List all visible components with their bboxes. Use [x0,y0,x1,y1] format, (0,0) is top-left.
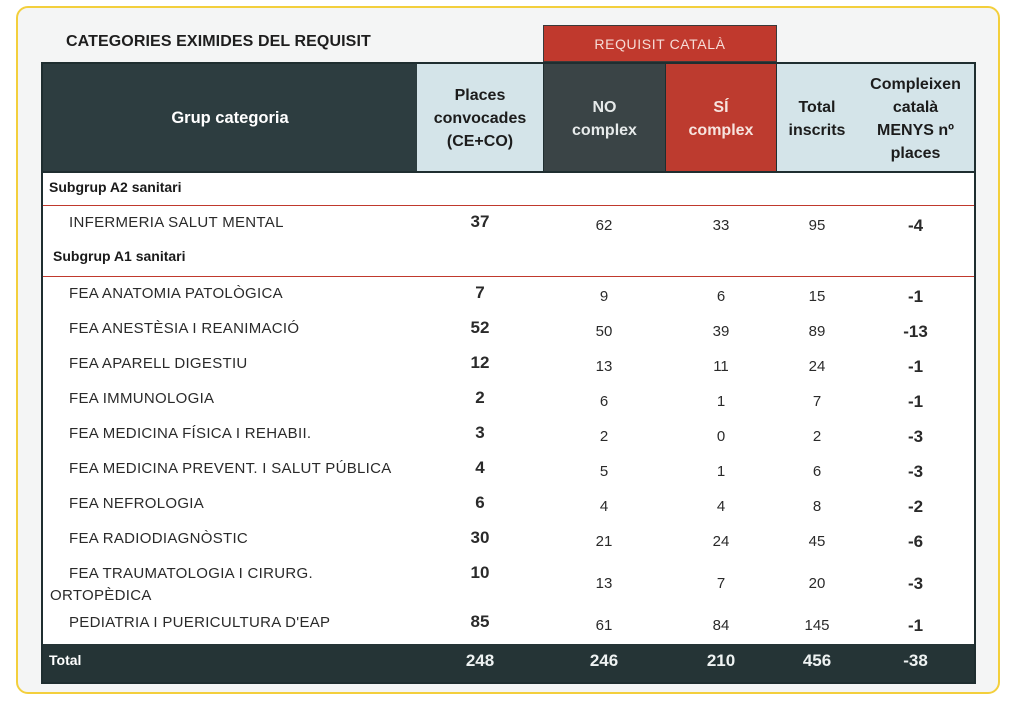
row-total-inscrits: 95 [808,217,826,234]
row-no-complex: 13 [595,575,613,592]
table-row [43,388,974,420]
row-no-complex: 6 [599,393,609,410]
table-row [43,212,974,244]
row-compleixen: -13 [903,322,928,341]
row-no-complex: 13 [595,358,613,375]
row-compleixen: -2 [907,497,924,516]
row-no-complex: 21 [595,533,613,550]
row-category: FEA ANATOMIA PATOLÒGICA [69,285,283,302]
row-category: INFERMERIA SALUT MENTAL [69,214,284,231]
row-no-complex: 50 [595,323,613,340]
table-row [43,458,974,490]
row-compleixen: -6 [907,532,924,551]
header-divider [43,171,974,173]
row-si-complex: 33 [712,217,730,234]
row-compleixen: -1 [907,357,924,376]
header-no-line: NO [592,98,617,116]
row-places: 2 [475,388,485,407]
total-compleixen: -38 [903,651,928,670]
row-category: FEA RADIODIAGNÒSTIC [69,530,249,547]
table-row [43,528,974,560]
table-row [43,612,974,644]
row-si-complex: 11 [713,358,729,375]
row-places: 4 [475,458,485,477]
row-si-complex: 84 [712,617,730,634]
row-places: 52 [470,318,490,337]
row-category: FEA MEDICINA PREVENT. I SALUT PÚBLICA [69,460,392,477]
row-si-complex: 0 [716,428,726,445]
table-row [43,283,974,315]
row-category: FEA ANESTÈSIA I REANIMACIÓ [69,320,300,337]
row-total-inscrits: 20 [808,575,826,592]
row-total-inscrits: 89 [808,323,826,340]
row-compleixen: -3 [907,462,924,481]
table-row [43,423,974,455]
total-row [43,644,974,682]
row-total-inscrits: 145 [804,617,830,634]
row-si-complex: 1 [716,393,726,410]
row-si-complex: 4 [716,498,726,515]
header-places-line: convocades [433,110,527,127]
row-category: FEA IMMUNOLOGIA [69,390,215,407]
header-total-line: inscrits [788,121,846,139]
row-no-complex: 62 [595,217,613,234]
row-places: 7 [475,283,485,302]
header-no-complex [543,64,665,173]
row-si-complex: 39 [712,323,730,340]
row-places: 10 [470,563,490,582]
row-category: FEA TRAUMATOLOGIA I CIRURG. [69,565,313,582]
row-no-complex: 2 [599,428,609,445]
header-total-line: Total [798,98,836,116]
header-no-line: complex [572,121,637,139]
row-no-complex: 5 [599,463,609,480]
header-compleixen [857,64,974,173]
row-si-complex: 1 [716,463,726,480]
header-group-category [43,64,417,173]
row-places: 6 [475,493,485,512]
row-total-inscrits: 8 [812,498,822,515]
row-category: FEA APARELL DIGESTIU [69,355,248,372]
row-si-complex: 24 [712,533,730,550]
row-total-inscrits: 24 [808,358,826,375]
row-total-inscrits: 45 [808,533,826,550]
header-si-line: complex [688,121,754,139]
table-row [43,353,974,385]
row-places: 85 [470,612,490,631]
total-inscrits: 456 [802,651,832,670]
total-places: 248 [465,651,495,670]
row-total-inscrits: 7 [812,393,822,410]
total-no-complex: 246 [589,651,619,670]
row-compleixen: -4 [907,216,924,235]
header-si-complex [665,64,777,173]
table-row [43,563,974,607]
row-compleixen: -1 [907,287,924,306]
header-comp-line: MENYS nº [877,121,954,139]
row-total-inscrits: 15 [808,288,826,305]
requisit-catala-header: REQUISIT CATALÀ [543,25,777,62]
row-si-complex: 7 [716,575,726,592]
row-compleixen: -3 [907,574,924,593]
data-table [41,62,976,684]
table-row [43,318,974,350]
row-compleixen: -1 [907,616,924,635]
subgroup-a1-label: Subgrup A1 sanitari [53,248,186,264]
row-no-complex: 4 [599,498,609,515]
header-places [417,64,543,173]
row-no-complex: 61 [595,617,613,634]
row-no-complex: 9 [599,288,609,305]
header-group-label: Grup categoria [171,109,289,127]
row-total-inscrits: 6 [812,463,822,480]
row-compleixen: -3 [907,427,924,446]
row-category: FEA MEDICINA FÍSICA I REHABII. [69,425,312,442]
row-category: FEA NEFROLOGIA [69,495,205,512]
row-places: 37 [470,212,490,231]
row-total-inscrits: 2 [812,428,822,445]
total-label: Total [49,652,82,668]
row-category: PEDIATRIA I PUERICULTURA D'EAP [69,614,331,631]
table-title: CATEGORIES EXIMIDES DEL REQUISIT [66,33,371,50]
row-places: 30 [470,528,490,547]
subgroup-a2-label: Subgrup A2 sanitari [49,179,182,195]
header-places-line: Places [454,87,506,104]
header-comp-line: Compleixen [870,75,961,93]
row-si-complex: 6 [716,288,726,305]
header-places-line: (CE+CO) [446,133,514,150]
header-si-line: SÍ [713,98,729,116]
total-si-complex: 210 [706,651,736,670]
subgroup-divider [43,276,974,277]
header-comp-line: català [892,98,939,116]
table-row [43,493,974,525]
row-places: 12 [470,353,490,372]
row-compleixen: -1 [907,392,924,411]
subgroup-divider [43,205,974,206]
row-places: 3 [475,423,485,442]
header-comp-line: places [890,144,941,162]
row-category-continued: ORTOPÈDICA [50,587,152,604]
header-total-inscrits [777,64,857,173]
